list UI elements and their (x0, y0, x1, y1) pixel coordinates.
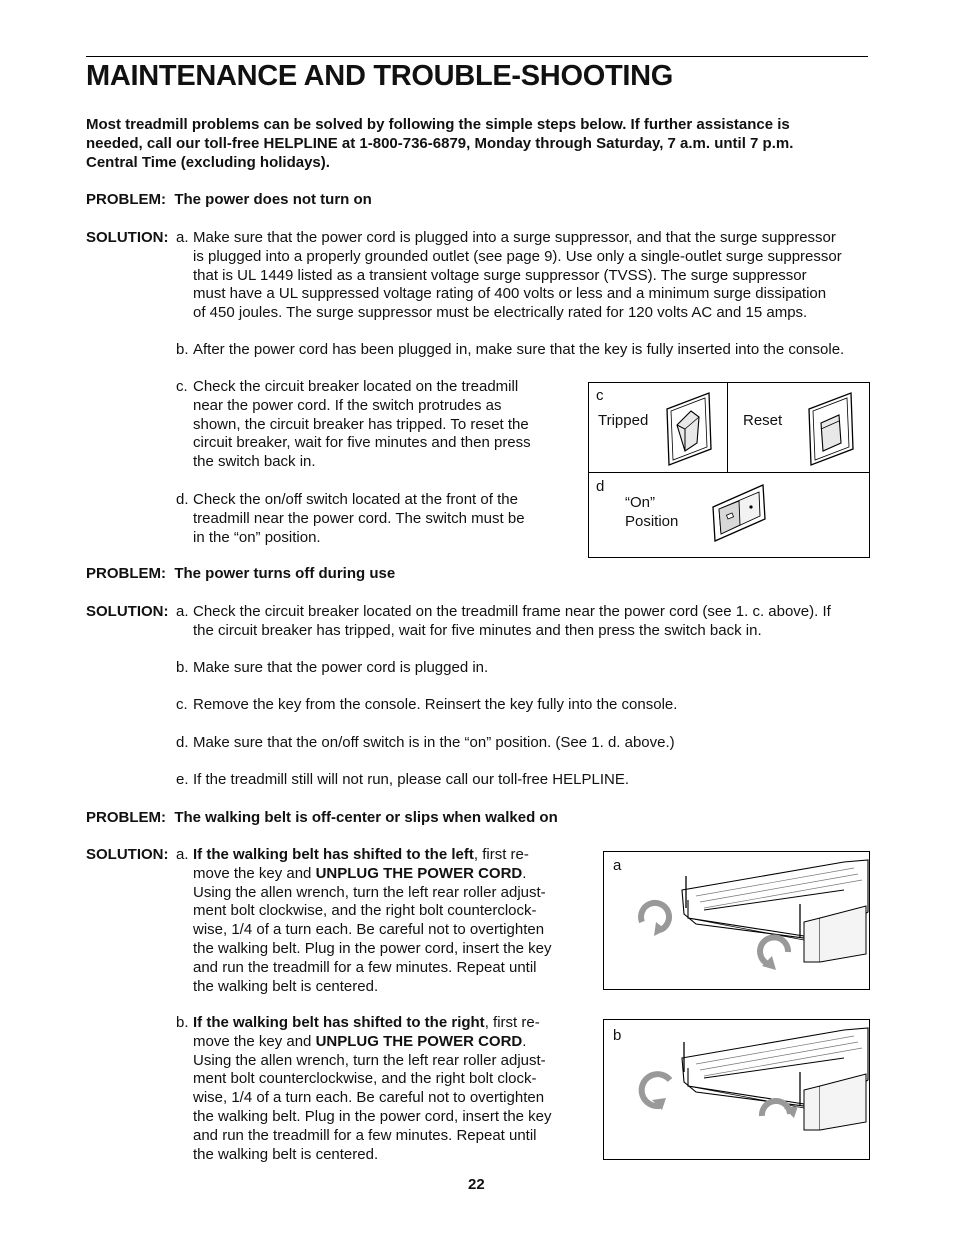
item-line: the switch back in. (193, 453, 316, 471)
header-rule (86, 56, 868, 57)
item-line: and run the treadmill for a few minutes. Repeat until (193, 1126, 537, 1144)
item-line: Make sure that the on/off switch is in the “on” position. (See 1. d. above.) (193, 734, 675, 751)
item-key: d. (176, 734, 189, 751)
item-key: b. (176, 659, 189, 676)
item-key: d. (176, 491, 189, 508)
item-key: b. (176, 341, 189, 358)
solution-1-label: SOLUTION: (86, 229, 169, 246)
intro-line: needed, call our toll-free HELPLINE at 1-800-736-6879, Monday through Saturday, 7 a.m. until 7 p.m. (86, 134, 794, 152)
item-line: the walking belt is centered. (193, 1145, 379, 1163)
item-line: in the “on” position. (193, 528, 321, 546)
solution-2c (176, 696, 876, 715)
problem-1-text: The power does not turn on (174, 191, 372, 208)
problem-2-heading (86, 565, 395, 584)
item-line: Remove the key from the console. Reinsert the key fully into the console. (193, 696, 678, 713)
solution-3-label: SOLUTION: (86, 846, 169, 863)
item-line: shown, the circuit breaker has tripped. To reset the (193, 415, 529, 433)
item-line: wise, 1/4 of a turn each. Be careful not to overtighten (193, 921, 545, 939)
page-title: MAINTENANCE AND TROUBLE-SHOOTING (86, 60, 674, 92)
line-text: . (522, 864, 527, 882)
page-number: 22 (468, 1176, 485, 1193)
tripped-breaker-icon (663, 389, 715, 467)
solution-3b (176, 1014, 576, 1164)
item-line: Using the allen wrench, turn the left rear roller adjust- (193, 1051, 546, 1069)
figure-letter-a: a (613, 857, 622, 874)
line-text: move the key and (193, 864, 316, 882)
item-line: the circuit breaker has tripped, wait for five minutes and then press the switch back in. (193, 621, 762, 639)
solution-1c (176, 378, 566, 472)
problem-1-heading (86, 191, 372, 210)
solution-2d (176, 734, 876, 753)
solution-2-label: SOLUTION: (86, 603, 169, 620)
unplug-warning: UNPLUG THE POWER CORD (315, 864, 523, 882)
solution-2e (176, 771, 876, 790)
line-text: . (522, 1032, 527, 1050)
lead-rest: , first re- (484, 1014, 540, 1031)
problem-label: PROBLEM: (86, 191, 166, 208)
reset-breaker-icon (805, 389, 857, 467)
figure-letter-d: d (596, 478, 605, 495)
solution-3a (176, 846, 576, 996)
problem-label: PROBLEM: (86, 809, 166, 826)
solution-2b (176, 659, 876, 678)
belt-figure-a (603, 851, 870, 990)
item-line: the walking belt. Plug in the power cord, insert the key (193, 939, 552, 957)
treadmill-rear-b-illustration (604, 1020, 869, 1159)
tripped-label: Tripped (598, 412, 649, 429)
figure-letter-b: b (613, 1027, 622, 1044)
item-line: wise, 1/4 of a turn each. Be careful not to overtighten (193, 1089, 545, 1107)
problem-2-text: The power turns off during use (174, 565, 396, 582)
item-line: If the treadmill still will not run, please call our toll-free HELPLINE. (193, 771, 630, 788)
item-line: circuit breaker, wait for five minutes and then press (193, 434, 531, 452)
item-line: the walking belt is centered. (193, 977, 379, 995)
item-key: c. (176, 378, 188, 395)
item-line: Using the allen wrench, turn the left rear roller adjust- (193, 883, 546, 901)
item-line (193, 865, 576, 884)
item-line: treadmill near the power cord. The switch must be (193, 509, 525, 527)
figure-divider-vertical (727, 383, 728, 472)
line-text: move the key and (193, 1032, 316, 1050)
lead-rest: , first re- (473, 846, 529, 863)
item-line: and run the treadmill for a few minutes. Repeat until (193, 958, 537, 976)
item-line: is plugged into a properly grounded outlet (see page 9). Use only a single-outlet surge suppressor (193, 247, 842, 265)
item-line: Make sure that the power cord is plugged into a surge suppressor, and that the surge suppressor (193, 229, 836, 246)
on-label: “On” (625, 494, 655, 511)
figure-divider-horizontal (589, 472, 869, 473)
switch-figure (588, 382, 870, 558)
item-line (193, 1033, 576, 1052)
intro-line: Most treadmill problems can be solved by following the simple steps below. If further assistance is (86, 116, 790, 133)
item-line: Check the circuit breaker located on the treadmill (193, 378, 519, 395)
on-off-switch-icon (709, 481, 769, 545)
item-line: the walking belt. Plug in the power cord, insert the key (193, 1107, 552, 1125)
item-line (193, 846, 576, 865)
position-label: Position (625, 513, 679, 530)
item-line: After the power cord has been plugged in, make sure that the key is fully inserted into the console. (193, 341, 845, 358)
solution-2a (176, 603, 876, 641)
belt-figure-b (603, 1019, 870, 1160)
item-key: e. (176, 771, 189, 788)
bold-lead: If the walking belt has shifted to the left (193, 846, 474, 863)
item-line: ment bolt clockwise, and the right bolt counterclock- (193, 902, 537, 920)
item-line: Check the circuit breaker located on the treadmill frame near the power cord (see 1. c. above). If (193, 603, 831, 620)
unplug-warning: UNPLUG THE POWER CORD (315, 1032, 523, 1050)
intro-paragraph (86, 116, 846, 172)
item-key: a. (176, 846, 189, 863)
solution-1b (176, 341, 876, 360)
item-key: a. (176, 603, 189, 620)
reset-label: Reset (743, 412, 783, 429)
figure-letter-c: c (596, 387, 604, 404)
item-line: Check the on/off switch located at the front of the (193, 491, 518, 508)
problem-3-heading (86, 809, 558, 828)
solution-1d (176, 491, 566, 547)
item-line (193, 1014, 576, 1033)
item-line: that is UL 1449 listed as a transient voltage surge suppressor (TVSS). The surge suppressor (193, 266, 807, 284)
item-line: of 450 joules. The surge suppressor must be electrically rated for 120 volts AC and 15 amps. (193, 304, 808, 322)
item-key: a. (176, 229, 189, 246)
item-line: ment bolt counterclockwise, and the right bolt clock- (193, 1070, 537, 1088)
problem-label: PROBLEM: (86, 565, 166, 582)
bold-lead: If the walking belt has shifted to the right (193, 1014, 485, 1031)
intro-line: Central Time (excluding holidays). (86, 153, 330, 171)
problem-3-text: The walking belt is off-center or slips when walked on (174, 809, 558, 826)
item-line: must have a UL suppressed voltage rating of 400 volts or less and a minimum surge dissipation (193, 285, 827, 303)
treadmill-rear-a-illustration (604, 852, 869, 989)
solution-1a (176, 229, 876, 323)
item-line: Make sure that the power cord is plugged in. (193, 659, 489, 676)
item-line: near the power cord. If the switch protrudes as (193, 396, 502, 414)
item-key: b. (176, 1014, 189, 1031)
item-key: c. (176, 696, 188, 713)
